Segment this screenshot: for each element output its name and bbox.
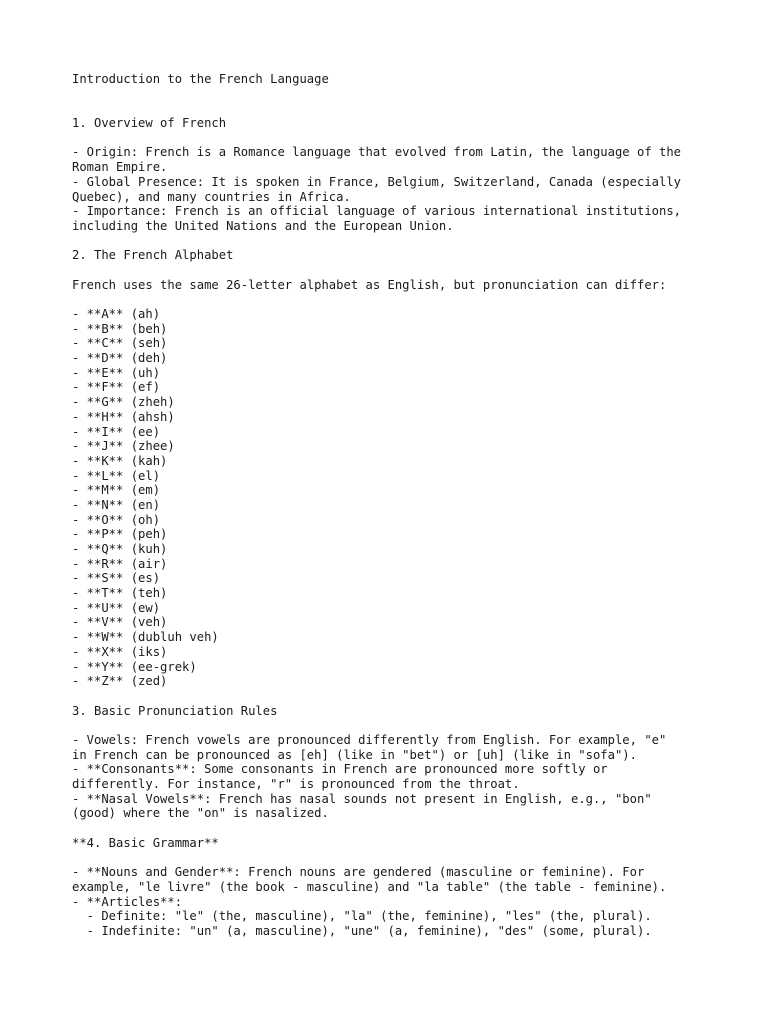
document-line: - **D** (deh) xyxy=(72,351,168,366)
document-line: **4. Basic Grammar** xyxy=(72,835,219,850)
document-line: - **C** (seh) xyxy=(72,336,168,351)
document-line: - **R** (air) xyxy=(72,556,168,571)
document-line: Introduction to the French Language xyxy=(72,72,329,86)
document-line: - **I** (ee) xyxy=(72,424,161,439)
document-line: - **Z** (zed) xyxy=(72,674,168,689)
document-line: - **E** (uh) xyxy=(72,365,161,380)
document-line: differently. For instance, "r" is pronounced from the throat. xyxy=(72,777,520,791)
document-line: - **Q** (kuh) xyxy=(72,542,168,556)
document-line: - **N** (en) xyxy=(72,497,161,512)
document-line: - Vowels: French vowels are pronounced differently from English. For example, "e" xyxy=(72,732,667,747)
document-line: - **G** (zheh) xyxy=(72,395,175,410)
document-line: - **Y** (ee-grek) xyxy=(72,659,197,674)
document-line: - Importance: French is an official language of various international institutions, xyxy=(72,204,682,219)
document-line: - **S** (es) xyxy=(72,571,161,586)
document-line: French uses the same 26-letter alphabet as English, but pronunciation can differ: xyxy=(72,277,667,292)
document-line: including the United Nations and the European Union. xyxy=(72,218,454,233)
document-line: - **J** (zhee) xyxy=(72,439,175,454)
document-line: 3. Basic Pronunciation Rules xyxy=(72,703,278,718)
document-line: - **Consonants**: Some consonants in French are pronounced more softly or xyxy=(72,762,608,777)
document-line: - Global Presence: It is spoken in France, Belgium, Switzerland, Canada (especially xyxy=(72,174,682,189)
document-line: - Indefinite: "un" (a, masculine), "une" (a, feminine), "des" (some, plural). xyxy=(72,923,652,938)
document-line xyxy=(72,101,712,116)
document-line xyxy=(72,850,712,865)
document-line: Roman Empire. xyxy=(72,160,168,175)
document-line: - **W** (dubluh veh) xyxy=(72,630,219,645)
document-line xyxy=(72,821,712,836)
document-line: example, "le livre" (the book - masculine) and "la table" (the table - feminine). xyxy=(72,879,667,894)
document-line: (good) where the "on" is nasalized. xyxy=(72,806,329,821)
document-line: - **K** (kah) xyxy=(72,453,168,468)
document-line xyxy=(72,292,712,307)
document-line xyxy=(72,718,712,733)
document-line: - **T** (teh) xyxy=(72,586,168,601)
document-line xyxy=(72,87,712,102)
document-line: - **A** (ah) xyxy=(72,307,161,321)
document-line: 1. Overview of French xyxy=(72,116,227,131)
document-text xyxy=(72,72,712,939)
document-line: - **L** (el) xyxy=(72,468,161,483)
document-line xyxy=(72,234,712,249)
document-line: - **O** (oh) xyxy=(72,512,161,527)
document-line: 2. The French Alphabet xyxy=(72,248,234,263)
document-line: Quebec), and many countries in Africa. xyxy=(72,189,351,204)
document-line: - **Nouns and Gender**: French nouns are gendered (masculine or feminine). For xyxy=(72,865,645,880)
document-line: - **M** (em) xyxy=(72,483,161,498)
document-line: - Definite: "le" (the, masculine), "la" (the, feminine), "les" (the, plural). xyxy=(72,909,652,924)
document-line: - **V** (veh) xyxy=(72,615,168,630)
document-line: in French can be pronounced as [eh] (like in "bet") or [uh] (like in "sofa"). xyxy=(72,747,637,762)
document-line: - **B** (beh) xyxy=(72,321,168,336)
document-line: - **H** (ahsh) xyxy=(72,409,175,424)
document-line: - **Nasal Vowels**: French has nasal sounds not present in English, e.g., "bon" xyxy=(72,791,652,806)
document-line xyxy=(72,689,712,704)
document-line: - Origin: French is a Romance language that evolved from Latin, the language of the xyxy=(72,145,682,160)
document-line: - **P** (peh) xyxy=(72,527,168,542)
document-line: - **U** (ew) xyxy=(72,600,161,615)
document-line: - **F** (ef) xyxy=(72,380,161,395)
document-line xyxy=(72,131,712,146)
document-line: - **X** (iks) xyxy=(72,644,168,659)
document-line xyxy=(72,263,712,278)
document-line: - **Articles**: xyxy=(72,894,183,909)
